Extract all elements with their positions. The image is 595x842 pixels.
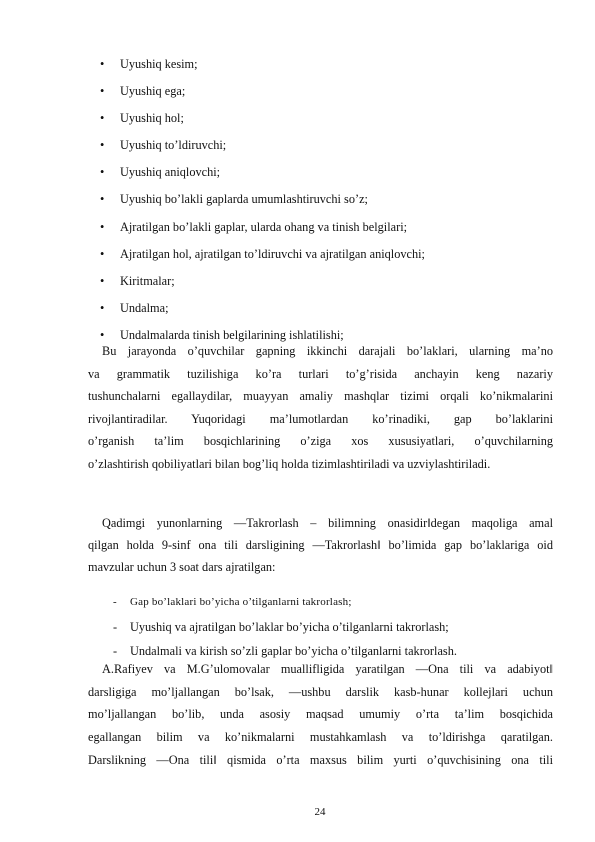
list-item-text: Uyushiq aniqlovchi; (120, 165, 221, 180)
paragraph-line: darsligiga mo’ljallangan bo’lsak, ―ushbu darslik kasb-hunar kollejlari uchun (88, 684, 553, 699)
paragraph-line: Qadimgi yunonlarning ―Takrorlash – bilimning onasidir‖degan maqoliga amal (102, 516, 553, 530)
list-item (100, 241, 425, 268)
list-item-text: Undalma; (120, 300, 169, 315)
bullet-icon: • (100, 246, 105, 261)
paragraph-line: mo’ljallangan bo’lib, unda asosiy maqsad umumiy o’rta ta’lim bosqichida (88, 707, 553, 722)
list-item-text: Uyushiq to’ldiruvchi; (120, 138, 227, 153)
list-item-text: Uyushiq bo’lakli gaplarda umumlashtiruvchi so’z; (120, 192, 368, 207)
paragraph-line: Darslikning ―Ona tili‖ qismida o’rta maxsus bilim yurti o’quvchisining ona tili (88, 752, 553, 767)
body-paragraph-2 (88, 512, 553, 578)
paragraph-line: o’zlashtirish qobiliyatlari bilan bog’liq holda tizimlashtiriladi va uzviylashtiriladi. (88, 456, 491, 471)
list-item-text: Uyushiq va ajratilgan bo’laklar bo’yicha o’tilganlarni takrorlash; (130, 619, 449, 634)
list-item-text: Undalmali va kirish so’zli gaplar bo’yicha o’tilganlarni takrorlash. (130, 644, 457, 659)
dash-icon: - (113, 596, 117, 608)
bullet-icon: • (100, 192, 105, 207)
bullet-icon: • (100, 138, 105, 153)
list-item (113, 615, 457, 640)
list-item (100, 105, 425, 132)
paragraph-line: tushunchalarni egallaydilar, muayyan amaliy mashqlar tizimi orqali ko’nikmalarini (88, 389, 553, 403)
bullet-icon: • (100, 165, 105, 180)
list-item (100, 214, 425, 241)
paragraph-line: A.Rafiyev va M.G’ulomovalar muallifligida yaratilgan ―Ona tili va adabiyot‖ (102, 662, 553, 676)
bullet-icon: • (100, 84, 105, 99)
lesson-dash-list (113, 590, 457, 664)
topic-bullet-list (100, 51, 425, 349)
list-item-text: Uyushiq ega; (120, 84, 186, 99)
paragraph-line: o’rganish ta’lim bosqichlarining o’ziga xos xususiyatlari, o’quvchilarning (88, 434, 553, 448)
bullet-icon: • (100, 273, 105, 288)
list-item (100, 186, 425, 213)
list-item (100, 51, 425, 78)
list-item (113, 590, 457, 615)
list-item (100, 159, 425, 186)
list-item (100, 78, 425, 105)
page-number: 24 (314, 806, 326, 818)
bullet-icon: • (100, 300, 105, 315)
list-item-text: Uyushiq kesim; (120, 57, 198, 71)
list-item-text: Kiritmalar; (120, 273, 175, 288)
list-item-text: Undalmalarda tinish belgilarining ishlatilishi; (120, 327, 344, 342)
list-item (100, 295, 425, 322)
list-item-text: Ajratilgan bo’lakli gaplar, ularda ohang va tinish belgilari; (120, 219, 408, 234)
bullet-icon: • (100, 57, 105, 71)
list-item (100, 132, 425, 159)
bullet-icon: • (100, 219, 105, 234)
dash-icon: - (113, 619, 118, 634)
list-item-text: Ajratilgan hol, ajratilgan to’ldiruvchi va ajratilgan aniqlovchi; (120, 246, 425, 261)
paragraph-line: mavzular uchun 3 soat dars ajratilgan: (88, 560, 276, 574)
bullet-icon: • (100, 111, 105, 126)
paragraph-line: Bu jarayonda o’quvchilar gapning ikkinchi darajali bo’laklari, ularning ma’no (102, 344, 553, 358)
body-paragraph-1 (88, 340, 553, 475)
list-item-text: Uyushiq hol; (120, 111, 184, 126)
body-paragraph-3 (88, 658, 553, 771)
list-item-text: Gap bo’laklari bo’yicha o’tilganlarni takrorlash; (130, 596, 352, 608)
paragraph-line: va grammatik tuzilishiga ko’ra turlari to’g’risida anchayin keng nazariy (88, 366, 553, 381)
dash-icon: - (113, 644, 118, 659)
bullet-icon: • (100, 327, 105, 342)
list-item (100, 268, 425, 295)
paragraph-line: qilgan holda 9-sinf ona tili darsligining ―Takrorlash‖ bo’limida gap bo’laklariga oid (88, 538, 553, 552)
paragraph-line: egallangan bilim va ko’nikmalarni mustahkamlash va to’ldirishga qaratilgan. (88, 730, 553, 745)
paragraph-line: rivojlantiradilar. Yuqoridagi ma’lumotlardan ko’rinadiki, gap bo’laklarini (88, 411, 553, 426)
